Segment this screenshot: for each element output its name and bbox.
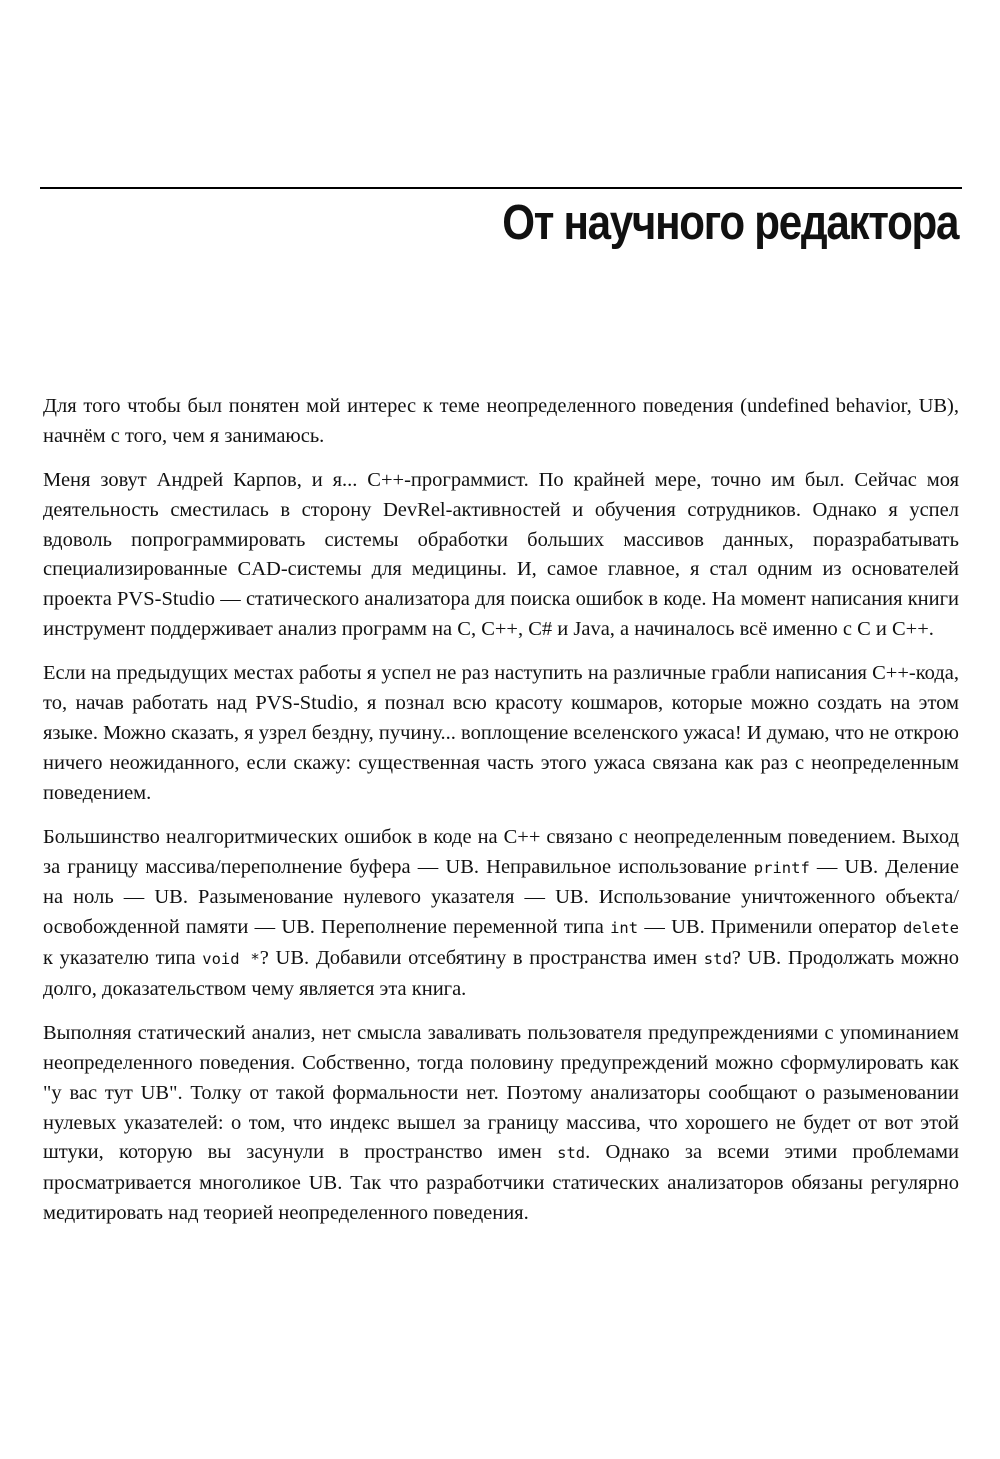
paragraph-text: ? UB. Добавили отсебятину в пространства имен [259,947,704,970]
inline-code: void * [202,950,260,969]
inline-code: std [703,950,732,969]
paragraph-1 [43,392,959,452]
paragraph-2 [43,466,959,645]
paragraph-3 [43,659,959,808]
chapter-rule [40,187,962,189]
paragraph-text: Выполняя статический анализ, нет смысла заваливать пользователя предупреждениями с упоминанием неопределенного поведения. Собственно, тогда половину предупреждений можно сформулировать как "у вас тут UB". Толку от такой формальности нет. Поэтому анализаторы сообщают о разыменовании нулевых указателей: о том, что индекс вышел за границу массива, что хорошего не будет от вот этой штуки, которую вы засунули в пространство имен [43,1022,959,1164]
paragraph-text: — UB. Применили оператор [638,916,903,939]
paragraph-text: Большинство неалгоритмических ошибок в коде на C++ связано с неопределенным поведением. Выход за границу массива/переполнение буфера — UB. Неправильное использование [43,825,959,878]
paragraph-4 [43,823,959,1005]
chapter-title: От научного редактора [502,196,958,250]
paragraph-text: ? UB. Продолжать можно долго, доказательством чему является эта книга. [43,947,959,1000]
paragraph-text: — UB. Деление на ноль — UB. Разыменование нулевого указателя — UB. Использование уничтоженного объекта/освобожденной памяти — UB. Переполнение переменной типа [43,855,959,939]
paragraph-text: . Однако за всеми этими проблемами просматривается многоликое UB. Так что разработчики статических анализаторов обязаны регулярно медитировать над теорией неопределенного поведения. [43,1141,960,1224]
paragraph-5 [43,1019,959,1229]
paragraph-text: к указателю типа [43,947,203,970]
inline-code: printf [753,858,810,877]
paragraph-text: Меня зовут Андрей Карпов, и я... C++-программист. По крайней мере, точно им был. Сейчас моя деятельность сместилась в сторону DevRel-активностей и обучения сотрудников. Однако я успел вдоволь попрограммировать системы обработки больших массивов данных, поразрабатывать специализированные CAD-системы для медицины. И, самое главное, я стал одним из основателей проекта PVS-Studio — статического анализатора для поиска ошибок в коде. На момент написания книги инструмент поддерживает анализ программ на C, C++, C# и Java, а начиналось всё именно с C и C++. [43,469,959,641]
paragraph-text: Если на предыдущих местах работы я успел не раз наступить на различные грабли написания C++-кода, то, начав работать над PVS-Studio, я познал всю красоту кошмаров, которые можно создать на этом языке. Можно сказать, я узрел бездну, пучину... воплощение вселенского ужаса! И думаю, что не открою ничего неожиданного, если скажу: существенная часть этого ужаса связана как раз с неопределенным поведением. [43,662,959,804]
inline-code: delete [903,919,959,938]
chapter-body [43,392,959,1243]
inline-code: std [557,1144,586,1163]
inline-code: int [610,919,639,938]
paragraph-text: Для того чтобы был понятен мой интерес к теме неопределенного поведения (undefined behavior, UB), начнём с того, чем я занимаюсь. [43,395,959,447]
